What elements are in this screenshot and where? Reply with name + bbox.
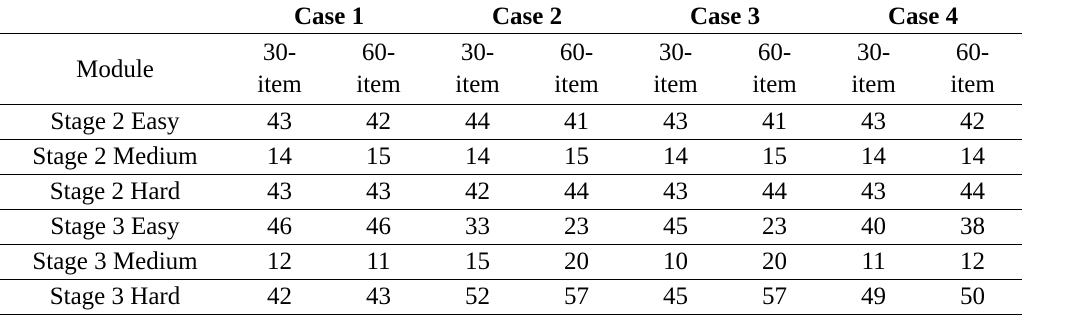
value-cell: 20 <box>564 248 590 275</box>
subheader-line: item <box>356 71 401 98</box>
module-name-cell: Stage 3 Easy <box>50 213 180 240</box>
value-cell: 41 <box>564 108 590 135</box>
value-cell: 42 <box>267 283 292 310</box>
subheader-line: 30- <box>856 39 891 66</box>
case-header: Case 2 <box>491 3 563 30</box>
subheader-line: 60- <box>757 39 792 66</box>
value-cell: 43 <box>267 178 292 205</box>
module-name-cell: Stage 2 Medium <box>32 143 198 170</box>
subheader-row <box>0 34 1022 105</box>
value-cell: 43 <box>861 108 887 135</box>
table-row <box>0 210 1022 245</box>
case-header: Case 1 <box>293 3 365 30</box>
table-body <box>0 105 1022 315</box>
subheader-line: item <box>851 71 896 98</box>
value-cell: 14 <box>861 143 887 170</box>
value-cell: 43 <box>663 108 689 135</box>
subheader-line: 60- <box>361 39 396 66</box>
value-cell: 14 <box>465 143 491 170</box>
case-header: Case 4 <box>887 3 959 30</box>
value-cell: 11 <box>366 248 391 275</box>
value-cell: 46 <box>267 213 292 240</box>
module-header: Module <box>76 55 154 83</box>
module-name-cell: Stage 3 Hard <box>49 283 181 310</box>
value-cell: 15 <box>465 248 491 275</box>
module-name-cell: Stage 3 Medium <box>32 248 198 275</box>
value-cell: 42 <box>960 108 986 135</box>
empty-corner-cell <box>0 0 230 34</box>
subheader-line: item <box>554 71 599 98</box>
case-header: Case 3 <box>689 3 761 30</box>
value-cell: 45 <box>663 213 689 240</box>
value-cell: 52 <box>465 283 491 310</box>
table-row <box>0 175 1022 210</box>
table-row <box>0 245 1022 280</box>
subheader-cell <box>527 34 626 105</box>
value-cell: 15 <box>366 143 391 170</box>
value-cell: 15 <box>564 143 590 170</box>
value-cell: 43 <box>267 108 292 135</box>
value-cell: 45 <box>663 283 689 310</box>
table-row <box>0 105 1022 140</box>
value-cell: 14 <box>267 143 292 170</box>
value-cell: 49 <box>861 283 887 310</box>
value-cell: 44 <box>564 178 590 205</box>
value-cell: 57 <box>564 283 590 310</box>
value-cell: 14 <box>663 143 689 170</box>
subheader-cell <box>725 34 824 105</box>
value-cell: 14 <box>960 143 986 170</box>
value-cell: 15 <box>762 143 788 170</box>
value-cell: 43 <box>366 178 391 205</box>
value-cell: 41 <box>762 108 788 135</box>
subheader-line: item <box>653 71 698 98</box>
table-row <box>0 140 1022 175</box>
value-cell: 12 <box>960 248 986 275</box>
value-cell: 44 <box>762 178 788 205</box>
value-cell: 23 <box>564 213 590 240</box>
subheader-line: 30- <box>460 39 495 66</box>
value-cell: 43 <box>366 283 391 310</box>
subheader-line: 60- <box>955 39 990 66</box>
table-row <box>0 280 1022 315</box>
value-cell: 46 <box>366 213 391 240</box>
subheader-cell <box>923 34 1022 105</box>
subheader-line: item <box>752 71 797 98</box>
subheader-cell <box>428 34 527 105</box>
value-cell: 33 <box>465 213 491 240</box>
value-cell: 23 <box>762 213 788 240</box>
subheader-cell <box>626 34 725 105</box>
value-cell: 44 <box>960 178 986 205</box>
subheader-cell <box>329 34 428 105</box>
subheader-line: 30- <box>262 39 297 66</box>
value-cell: 57 <box>762 283 788 310</box>
value-cell: 50 <box>960 283 986 310</box>
value-cell: 10 <box>663 248 689 275</box>
subheader-cell <box>230 34 329 105</box>
value-cell: 38 <box>960 213 986 240</box>
value-cell: 11 <box>861 248 886 275</box>
module-name-cell: Stage 2 Easy <box>50 108 180 135</box>
case-header-row <box>0 0 1022 34</box>
value-cell: 40 <box>861 213 887 240</box>
value-cell: 42 <box>465 178 491 205</box>
subheader-cell <box>824 34 923 105</box>
subheader-line: 60- <box>559 39 594 66</box>
subheader-line: 30- <box>658 39 693 66</box>
value-cell: 12 <box>267 248 292 275</box>
subheader-line: item <box>455 71 500 98</box>
subheader-line: item <box>950 71 995 98</box>
value-cell: 43 <box>663 178 689 205</box>
value-cell: 42 <box>366 108 391 135</box>
value-cell: 20 <box>762 248 788 275</box>
module-name-cell: Stage 2 Hard <box>49 178 181 205</box>
value-cell: 44 <box>465 108 491 135</box>
subheader-line: item <box>257 71 302 98</box>
value-cell: 43 <box>861 178 887 205</box>
